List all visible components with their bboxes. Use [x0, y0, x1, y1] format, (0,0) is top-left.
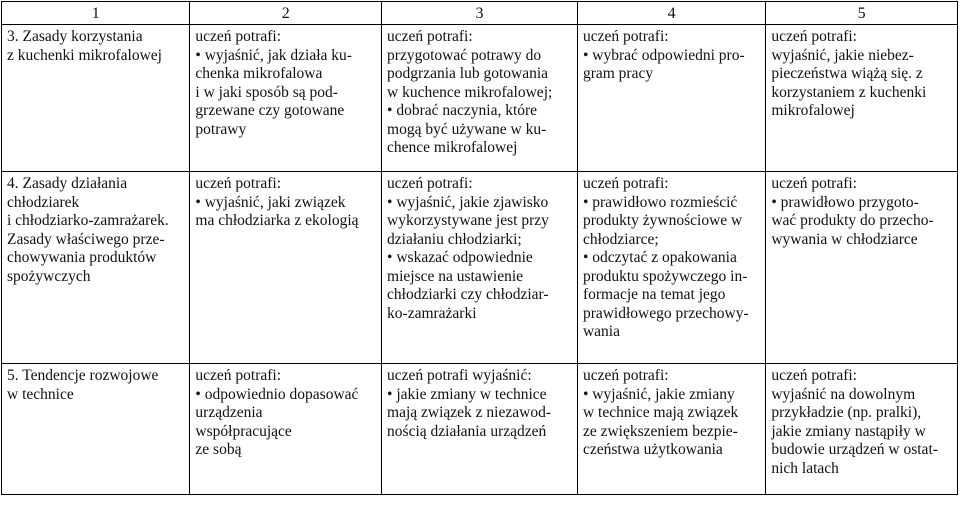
- bullet-item-text: nością działania urządzeń: [387, 422, 547, 440]
- bullet-item-text: chence mikrofalowej: [387, 139, 518, 156]
- cell-lead-text: uczeń potrafi:: [582, 28, 669, 45]
- column-header-4: 4: [577, 2, 765, 25]
- cell-lead-text: uczeń potrafi:: [771, 175, 857, 192]
- cell-lead-text: uczeń potrafi:: [195, 175, 282, 192]
- requirement-cell: [190, 172, 382, 364]
- cell-lead-text: uczeń potrafi:: [195, 367, 282, 384]
- column-header-3: 3: [382, 2, 578, 25]
- bullet-item-text: • dobrać naczynia, które: [387, 102, 573, 121]
- bullet-item-text: ze sobą: [195, 441, 242, 458]
- bullet-item-text: • prawidłowo rozmieścić: [583, 194, 761, 213]
- bullet-item-text: gram pracy: [582, 65, 654, 82]
- topic-cell: [2, 25, 190, 172]
- topic-cell: [2, 364, 190, 495]
- bullet-item-text: • wyjaśnić, jak działa ku-: [195, 47, 377, 66]
- bullet-item-text: produktu spożywczego in-: [582, 267, 748, 285]
- item-text: wyjaśnić na dowolnym: [771, 385, 916, 403]
- bullet-item-text: ma chłodziarka z ekologią: [195, 212, 359, 229]
- bullet-item-text: wykorzystywane jest przy: [387, 212, 549, 229]
- table-row: [2, 25, 958, 172]
- item-text: jakie zmiany nastąpiły w: [771, 422, 926, 440]
- bullet-item-text: wać produkty do przecho-: [771, 212, 934, 229]
- topic-text: spożywczych: [7, 267, 91, 285]
- requirement-cell: [382, 25, 578, 172]
- cell-lead-text: uczeń potrafi:: [387, 175, 473, 192]
- requirement-cell: [577, 25, 765, 172]
- topic-text: chłodziarek: [7, 193, 80, 211]
- requirement-cell: [190, 364, 382, 495]
- bullet-item-text: • wyjaśnić, jakie zjawisko: [387, 194, 573, 213]
- requirement-cell: [766, 25, 958, 172]
- item-text: w kuchence mikrofalowej;: [387, 83, 553, 101]
- bullet-item-text: i w jaki sposób są pod-: [195, 83, 338, 101]
- header-row: [2, 2, 958, 25]
- requirement-cell: [577, 172, 765, 364]
- bullet-item-text: • prawidłowo przygoto-: [771, 194, 953, 213]
- bullet-item-text: potrawy: [195, 120, 247, 138]
- item-text: przygotować potrawy do: [387, 46, 542, 64]
- item-text: pieczeństwa wiążą się. z: [771, 65, 923, 82]
- column-header-5: 5: [766, 2, 958, 25]
- bullet-item-text: chenka mikrofalowa: [195, 65, 323, 82]
- bullet-item-text: chłodziarce;: [582, 230, 659, 248]
- topic-text: z kuchenki mikrofalowej: [7, 46, 162, 64]
- bullet-item-text: działaniu chłodziarki;: [387, 230, 522, 248]
- cell-lead-text: uczeń potrafi:: [582, 175, 669, 192]
- bullet-item-text: ze zwiększeniem bezpie-: [582, 422, 738, 440]
- table-row: [2, 364, 958, 495]
- item-text: korzystaniem z kuchenki: [771, 83, 927, 101]
- bullet-item-text: wywania w chłodziarce: [771, 230, 918, 248]
- item-text: podgrzania lub gotowania: [387, 65, 549, 82]
- bullet-item-text: • jakie zmiany w technice: [387, 386, 573, 405]
- topic-text: 3. Zasady korzystania: [7, 28, 143, 45]
- requirement-cell: [382, 172, 578, 364]
- bullet-item-text: • wyjaśnić, jaki związek: [195, 194, 377, 213]
- item-text: wyjaśnić, jakie niebez-: [771, 46, 914, 64]
- requirement-cell: [382, 364, 578, 495]
- bullet-item-text: prawidłowego przechowy-: [582, 304, 749, 322]
- cell-lead-text: uczeń potrafi:: [771, 367, 857, 384]
- requirement-cell: [766, 364, 958, 495]
- item-text: mikrofalowej: [771, 102, 855, 119]
- cell-lead-text: uczeń potrafi:: [195, 28, 282, 45]
- bullet-item-text: wania: [582, 323, 620, 340]
- topic-text: 4. Zasady działania: [7, 175, 128, 192]
- bullet-item-text: • wyjaśnić, jakie zmiany: [583, 386, 761, 405]
- bullet-item-text: • odpowiednio dopasować: [195, 386, 377, 405]
- bullet-item-text: czeństwa użytkowania: [582, 441, 723, 458]
- bullet-item-text: • odczytać z opakowania: [583, 249, 761, 268]
- topic-text: chowywania produktów: [7, 249, 157, 266]
- table-row: [2, 172, 958, 364]
- bullet-item-text: produkty żywnościowe w: [582, 212, 743, 229]
- requirement-cell: [577, 364, 765, 495]
- requirement-cell: [190, 25, 382, 172]
- curriculum-table: [1, 1, 958, 495]
- topic-text: i chłodziarko-zamrażarek.: [7, 212, 169, 229]
- bullet-item-text: w technice mają związek: [582, 404, 739, 421]
- topic-text: 5. Tendencje rozwojowe: [7, 367, 159, 384]
- item-text: przykładzie (np. pralki),: [771, 404, 922, 421]
- bullet-item-text: • wybrać odpowiedni pro-: [583, 47, 761, 66]
- bullet-item-text: mają związek z niezawod-: [387, 404, 551, 421]
- item-text: nich latach: [771, 459, 839, 477]
- column-header-2: 2: [190, 2, 382, 25]
- cell-lead-text: uczeń potrafi wyjaśnić:: [387, 367, 532, 384]
- item-text: budowie urządzeń w ostat-: [771, 441, 938, 458]
- topic-text: Zasady właściwego prze-: [7, 230, 165, 248]
- bullet-item-text: współpracujące: [195, 422, 292, 440]
- bullet-item-text: formacje na temat jego: [582, 286, 726, 303]
- column-header-1: 1: [2, 2, 190, 25]
- bullet-item-text: mogą być używane w ku-: [387, 120, 547, 138]
- bullet-item-text: grzewane czy gotowane: [195, 102, 345, 119]
- topic-text: w technice: [7, 385, 74, 403]
- cell-lead-text: uczeń potrafi:: [387, 28, 473, 45]
- bullet-item-text: ko-zamrażarki: [387, 304, 477, 322]
- bullet-item-text: chłodziarki czy chłodziar-: [387, 286, 549, 303]
- bullet-item-text: miejsce na ustawienie: [387, 267, 524, 285]
- bullet-item-text: urządzenia: [195, 404, 263, 421]
- cell-lead-text: uczeń potrafi:: [771, 28, 857, 45]
- cell-lead-text: uczeń potrafi:: [582, 367, 669, 384]
- topic-cell: [2, 172, 190, 364]
- requirement-cell: [766, 172, 958, 364]
- bullet-item-text: • wskazać odpowiednie: [387, 249, 573, 268]
